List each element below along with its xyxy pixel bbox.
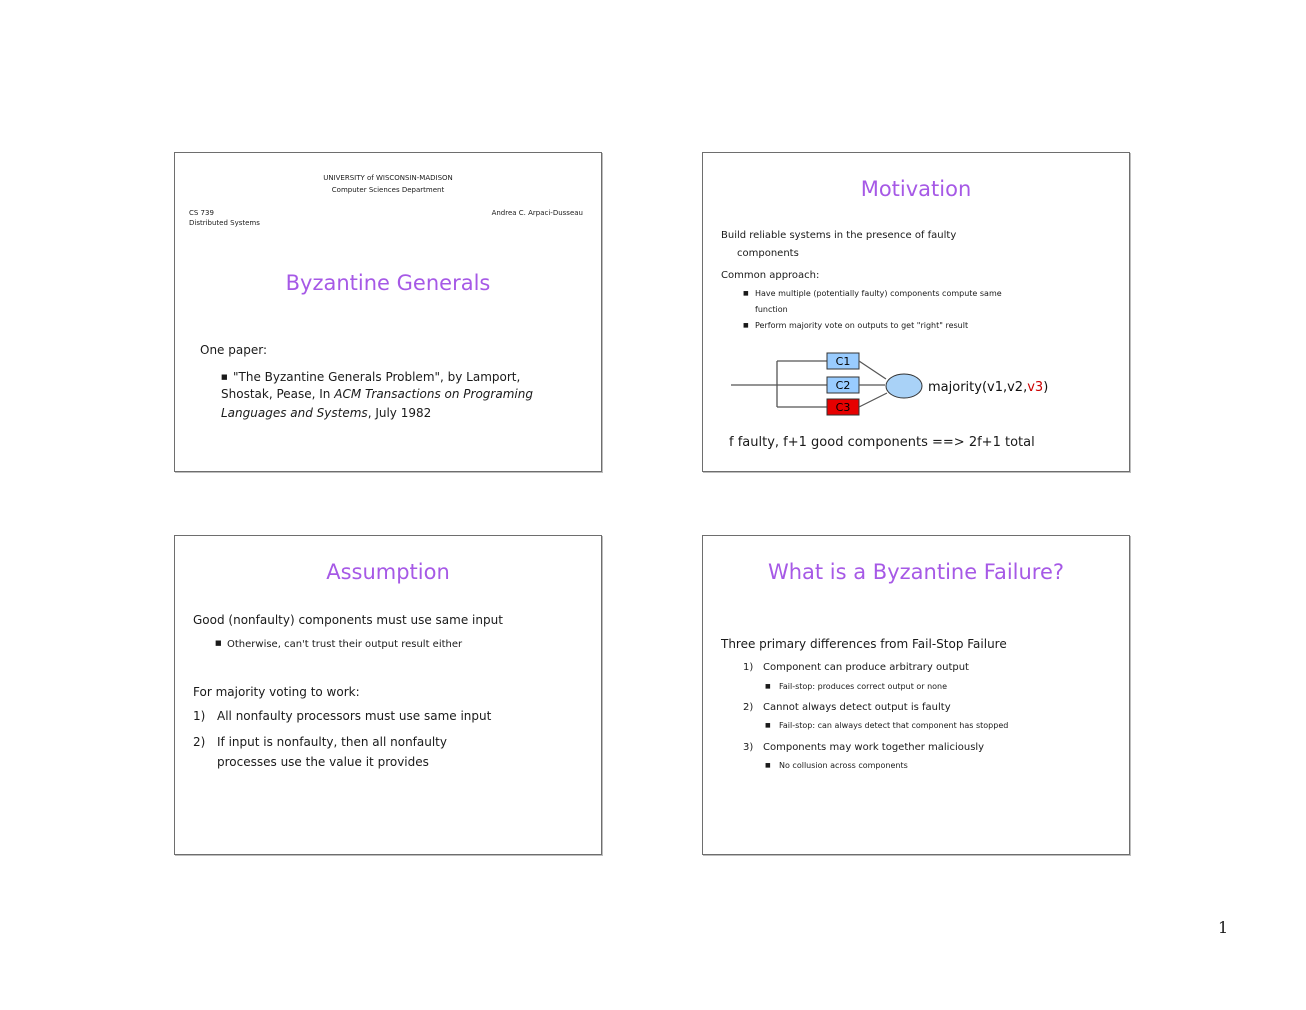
failure-item1-sub: ■ Fail-stop: produces correct output or none [765, 682, 948, 691]
paper-citation-line1: ■ "The Byzantine Generals Problem", by Lamport, [221, 370, 521, 384]
failure-intro: Three primary differences from Fail-Stop Failure [721, 637, 1007, 651]
motivation-line1: Build reliable systems in the presence of faulty [721, 230, 957, 241]
bullet-icon: ■ [221, 373, 228, 381]
slide-byzantine-generals [174, 152, 602, 472]
slide-motivation [702, 152, 1130, 472]
approach-bullet1: ■ Have multiple (potentially faulty) components compute same [743, 289, 1002, 298]
assumption-item1: 1) All nonfaulty processors must use same input [193, 709, 492, 723]
c3-to-voter-arrow [859, 393, 887, 407]
course-name: Distributed Systems [189, 219, 260, 227]
department-name: Computer Sciences Department [331, 186, 445, 194]
bullet-icon: ■ [765, 762, 771, 769]
paper-citation-line3: Languages and Systems, July 1982 [221, 406, 432, 420]
common-approach-label: Common approach: [721, 270, 820, 281]
motivation-line1-cont: components [737, 248, 799, 259]
paper-citation-line2: Shostak, Pease, In ACM Transactions on Programing [221, 387, 533, 401]
component-c1-label: C1 [835, 355, 851, 368]
approach-bullet2: ■ Perform majority vote on outputs to get "right" result [743, 321, 969, 330]
approach-bullet1-cont: function [755, 305, 788, 314]
component-c3-label: C3 [835, 401, 851, 414]
author-name: Andrea C. Arpaci-Dusseau [491, 209, 583, 217]
assumption-line2: For majority voting to work: [193, 685, 360, 699]
failure-item1: 1) Component can produce arbitrary output [743, 662, 969, 673]
slide-title: Assumption [326, 560, 450, 584]
bullet-icon: ■ [765, 683, 771, 690]
majority-voter-ellipse [886, 374, 922, 398]
assumption-item2: 2) If input is nonfaulty, then all nonfaulty [193, 735, 447, 749]
assumption-bullet1: ■ Otherwise, can't trust their output result either [215, 636, 462, 652]
course-number: CS 739 [189, 209, 214, 217]
bullet-icon: ■ [743, 290, 749, 297]
papers-label: One paper: [200, 343, 267, 357]
motivation-footer: f faulty, f+1 good components ==> 2f+1 total [729, 435, 1035, 450]
university-name: UNIVERSITY of WISCONSIN-MADISON [323, 174, 453, 182]
failure-item3-sub: ■ No collusion across components [765, 761, 908, 770]
majority-function-label: majority(v1,v2,v3) [928, 380, 1049, 395]
assumption-item2-cont: processes use the value it provides [217, 755, 429, 769]
failure-item2: 2) Cannot always detect output is faulty [743, 702, 951, 713]
slide-title: Motivation [860, 177, 972, 201]
page-number: 1 [1218, 918, 1229, 937]
component-c2-label: C2 [835, 379, 851, 392]
c1-to-voter-arrow [859, 361, 886, 379]
slide-title: Byzantine Generals [285, 271, 491, 295]
bullet-icon: ■ [743, 322, 749, 329]
slide-byzantine-failure [702, 535, 1130, 855]
bullet-icon: ■ [215, 639, 222, 647]
failure-item2-sub: ■ Fail-stop: can always detect that component has stopped [765, 721, 1009, 730]
majority-vote-diagram [727, 347, 1067, 417]
failure-item3: 3) Components may work together maliciously [743, 742, 985, 753]
slide-title: What is a Byzantine Failure? [767, 560, 1065, 584]
slide-assumption [174, 535, 602, 855]
bullet-icon: ■ [765, 722, 771, 729]
assumption-line1: Good (nonfaulty) components must use same input [193, 613, 503, 627]
